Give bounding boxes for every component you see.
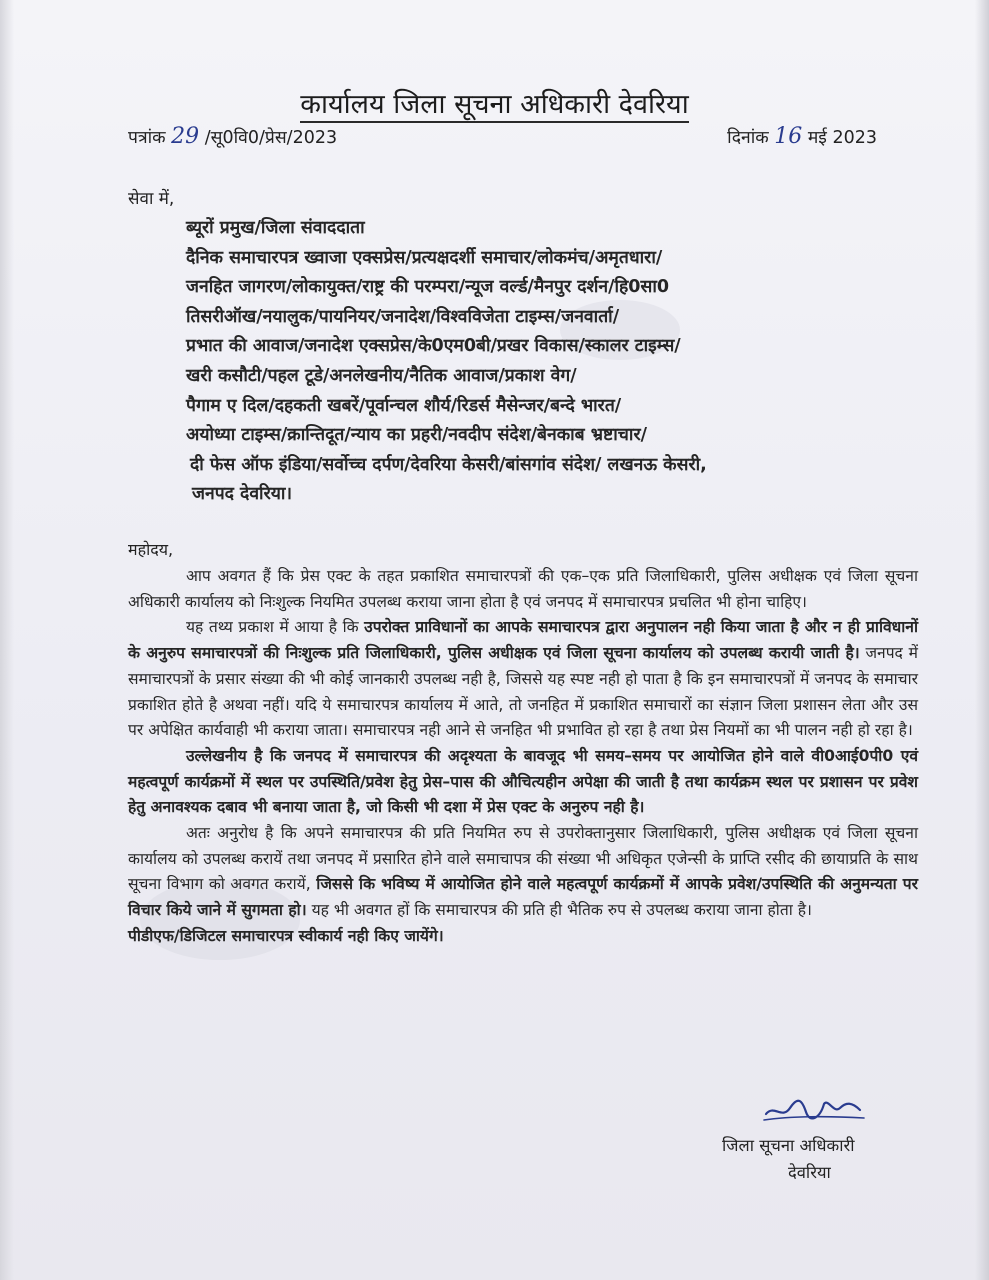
recipient-line: जनपद देवरिया। (192, 484, 293, 505)
handwritten-ref-number: 29 (171, 124, 200, 149)
salutation-to: सेवा में, (128, 189, 175, 209)
greeting: महोदय, (128, 540, 174, 559)
paragraph-3: उल्लेखनीय है कि जनपद में समाचारपत्र की अदृश्यता के बावजूद भी समय–समय पर आयोजित होने वाले वी0आई0पी0 एवं महत्वपूर्ण कार्यक्रमों में स्थल पर उपस्थिति/प्रवेश हेतु प्रेस–पास की औचित्यहीन अपेक्षा की जाती है तथा कार्यक्रम स्थल पर प्रशासन पर प्रवेश हेतु अनावश्यक दबाव भी बनाया जाता है, जो किसी भी दशा में प्रेस एक्ट के अनुरुप नही है। (128, 746, 918, 817)
paragraph-4: अतः अनुरोध है कि अपने समाचारपत्र की प्रति नियमित रुप से उपरोक्तानुसार जिलाधिकारी, पुलिस अधीक्षक एवं जिला सूचना कार्यालय को उपलब्ध करायें तथा जनपद में प्रसारित होने वाले समाचापत्र की संख्या भी अधिकृत एजेन्सी के प्राप्ति रसीद की छायाप्रति के साथ सूचना विभाग को अवगत करायें, जिससे कि भविष्य में आयोजित होने वाले महत्वपूर्ण कार्यक्रमों में आपके प्रवेश/उपस्थिति की अनुमन्यता पर विचार किये जाने में सुगमता हो। यह भी अवगत हों कि समाचारपत्र की प्रति ही भैतिक रुप से उपलब्ध कराया जाना होता है। (128, 824, 918, 920)
recipient-line: पैगाम ए दिल/दहकती खबरें/पूर्वान्चल शौर्य/रिडर्स मैसेन्जर/बन्दे भारत/ (186, 395, 622, 416)
paragraph-2: यह तथ्य प्रकाश में आया है कि उपरोक्त प्राविधानों का आपके समाचारपत्र द्वारा अनुपालन नही किया जाता है और न ही प्राविधानों के अनुरुप समाचारपत्रों की निःशुल्क प्रति जिलाधिकारी, पुलिस अधीक्षक एवं जिला सूचना कार्यालय को उपलब्ध करायी जाती है। जनपद में समाचारपत्रों के प्रसार संख्या की भी कोई जानकारी उपलब्ध नही है, जिससे यह स्पष्ट नही हो पाता है कि इन समाचारपत्रों में जनपद के समाचार प्रकाशित होते है अथवा नहीं। यदि ये समाचारपत्र कार्यालय में आते, तो जनहित में प्रकाशित समाचारों का संज्ञान जिला प्रशासन लेता और उस पर अपेक्षित कार्यवाही भी कराया जाता। समाचारपत्र नही आने से जनहित भी प्रभावित हो रहा है तथा प्रेस नियमों का भी पालन नही हो रहा है। (128, 618, 918, 740)
page-edge-right (975, 0, 989, 1280)
signatory-place: देवरिया (788, 1163, 831, 1182)
letter-date: दिनांक 16 मई 2023 (727, 124, 877, 149)
letter-body (128, 564, 918, 950)
reference-number: पत्रांक 29 /सू0वि0/प्रेस/2023 (128, 124, 338, 149)
recipient-line: तिसरीऑख/नयालुक/पायनियर/जनादेश/विश्वविजेता टाइम्स/जनवार्ता/ (186, 306, 620, 327)
signatory-designation: जिला सूचना अधिकारी (722, 1136, 855, 1155)
letter-title: कार्यालय जिला सूचना अधिकारी देवरिया (0, 84, 989, 121)
paragraph-1: आप अवगत हैं कि प्रेस एक्ट के तहत प्रकाशित समाचारपत्रों की एक–एक प्रति जिलाधिकारी, पुलिस अधीक्षक एवं जिला सूचना अधिकारी कार्यालय को निःशुल्क नियमित उपलब्ध कराया जाना होता है एवं जनपद में समाचारपत्र प्रचलित भी होना चाहिए। (128, 567, 918, 611)
recipient-line: जनहित जागरण/लोकायुक्त/राष्ट्र की परम्परा/न्यूज वर्ल्ड/मैनपुर दर्शन/हि0सा0 (186, 277, 670, 298)
handwritten-date-day: 16 (774, 124, 803, 149)
recipient-line: ब्यूरों प्रमुख/जिला संवाददाता (186, 218, 365, 238)
recipient-line: प्रभात की आवाज/जनादेश एक्सप्रेस/के0एम0बी/प्रखर विकास/स्कालर टाइम्स/ (186, 336, 681, 357)
recipient-line: दी फेस ऑफ इंडिया/सर्वोच्च दर्पण/देवरिया केसरी/बांसगांव संदेश/ लखनऊ केसरी, (190, 454, 707, 475)
paragraph-5: पीडीएफ/डिजिटल समाचारपत्र स्वीकार्य नही किए जायेंगे। (128, 926, 444, 945)
page-edge-left (0, 0, 14, 1280)
recipient-address (186, 214, 866, 510)
recipient-line: अयोध्या टाइम्स/क्रान्तिदूत/न्याय का प्रहरी/नवदीप संदेश/बेनकाब भ्रष्टाचार/ (186, 425, 647, 446)
recipient-line: खरी कसौटी/पहल टूडे/अनलेखनीय/नैतिक आवाज/प्रकाश वेग/ (186, 365, 577, 386)
recipient-line: दैनिक समाचारपत्र ख्वाजा एक्सप्रेस/प्रत्यक्षदर्शी समाचार/लोकमंच/अमृतधारा/ (186, 247, 663, 268)
handwritten-signature (760, 1090, 870, 1130)
